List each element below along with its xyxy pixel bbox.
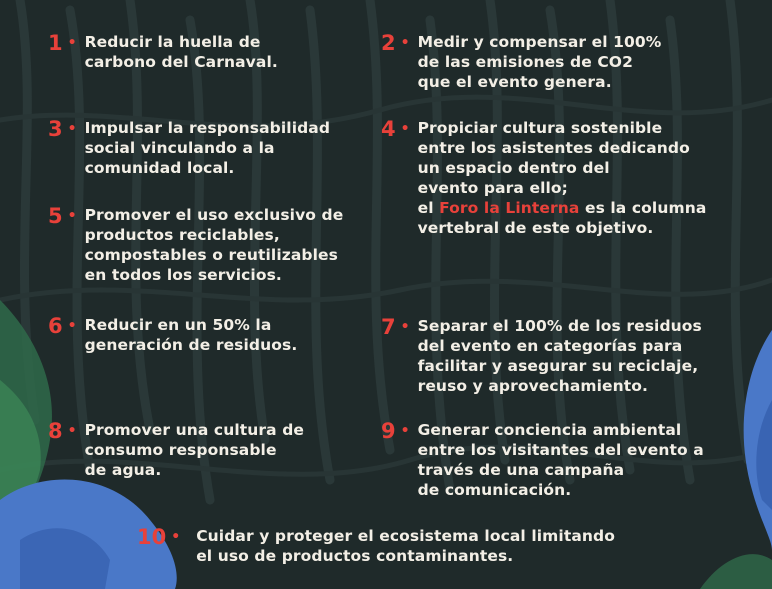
objective-number: 2 bbox=[381, 31, 396, 55]
objective-number: 8 bbox=[48, 419, 63, 443]
objective-5 bbox=[48, 205, 343, 285]
objective-text-pre: el bbox=[417, 199, 440, 217]
objective-9 bbox=[381, 420, 704, 500]
objective-text: Medir y compensar el 100% de las emisiones de CO2 que el evento genera. bbox=[417, 33, 662, 91]
objective-10 bbox=[137, 526, 615, 566]
objective-text bbox=[418, 118, 707, 238]
objective-3 bbox=[48, 118, 330, 178]
objective-number: 5 bbox=[48, 204, 63, 228]
objective-text: Promover el uso exclusivo de productos reciclables, compostables o reutilizables en todos los servicios. bbox=[84, 206, 344, 284]
objective-text: Generar conciencia ambiental entre los visitantes del evento a través de una campaña de comunicación. bbox=[417, 421, 704, 499]
objective-number: 9 bbox=[381, 419, 396, 443]
objective-text: Promover una cultura de consumo responsable de agua. bbox=[84, 421, 304, 479]
objective-8 bbox=[48, 420, 304, 480]
bullet: • bbox=[400, 121, 410, 137]
objective-text: Reducir en un 50% la generación de residuos. bbox=[84, 316, 298, 354]
objective-text-main: Propiciar cultura sostenible entre los asistentes dedicando un espacio dentro del evento para ello; bbox=[417, 119, 690, 197]
bullet: • bbox=[400, 35, 410, 51]
objective-2 bbox=[381, 32, 661, 92]
objective-number: 7 bbox=[381, 315, 396, 339]
bullet: • bbox=[67, 423, 77, 439]
bullet: • bbox=[171, 529, 181, 545]
foro-la-linterna-highlight: Foro la Linterna bbox=[439, 199, 580, 217]
objective-number: 3 bbox=[48, 117, 63, 141]
objective-1 bbox=[48, 32, 278, 72]
bullet: • bbox=[67, 208, 77, 224]
bullet: • bbox=[67, 35, 77, 51]
objective-number: 1 bbox=[48, 31, 63, 55]
objective-7 bbox=[381, 316, 702, 396]
bullet: • bbox=[67, 318, 77, 334]
objective-text-post: es la columna vertebral de este objetivo. bbox=[417, 199, 707, 237]
bullet: • bbox=[400, 423, 410, 439]
objective-text: Separar el 100% de los residuos del evento en categorías para facilitar y asegurar su reciclaje, reuso y aprovechamiento. bbox=[417, 317, 702, 395]
objective-text: Impulsar la responsabilidad social vinculando a la comunidad local. bbox=[84, 119, 331, 177]
bullet: • bbox=[400, 319, 410, 335]
objective-4 bbox=[381, 118, 706, 238]
objective-text: Reducir la huella de carbono del Carnaval. bbox=[84, 33, 278, 71]
bullet: • bbox=[67, 121, 77, 137]
objective-number: 6 bbox=[48, 314, 63, 338]
objective-text: Cuidar y proteger el ecosistema local limitando el uso de productos contaminantes. bbox=[196, 527, 615, 565]
objective-number: 4 bbox=[381, 117, 396, 141]
objective-number: 10 bbox=[137, 525, 167, 549]
objective-6 bbox=[48, 315, 297, 355]
